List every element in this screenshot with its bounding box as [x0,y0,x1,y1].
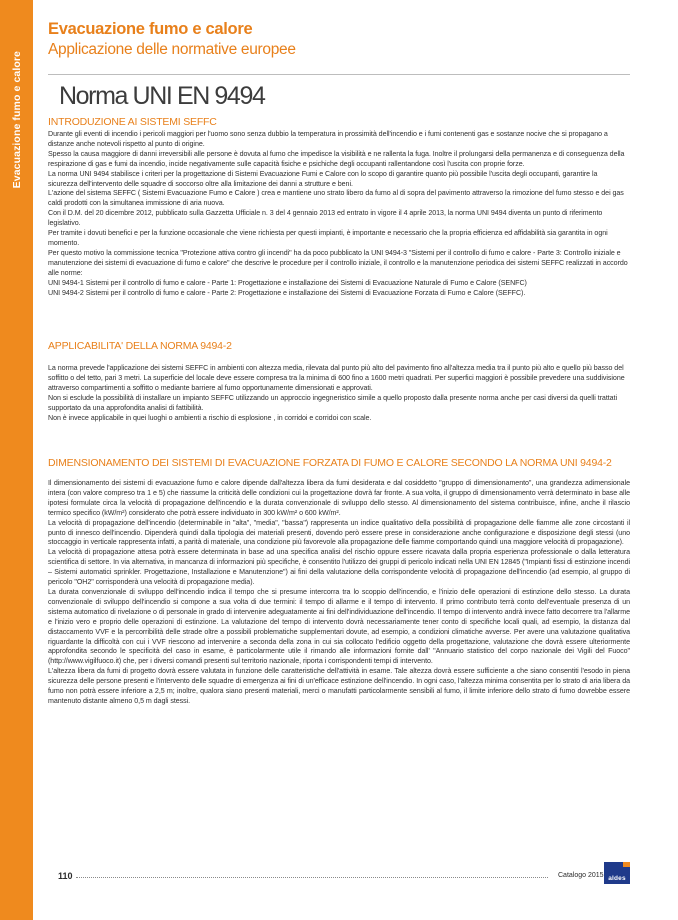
paragraph: La velocità di propagazione dell'incendio (determinabile in "alta", "media", "bassa") rappresenta un indice qualitativo della possibilità di propagazione delle fiamme alle zone circostanti il punto di innesco dell'incendio. Dipenderà quindi dalla tipologia dei materiali presenti, dovendo però essere prese in considerazione anche configurazione e disposizione degli stessi (uno stoccaggio in verticale rappresenta infatti, a parità di materiale, una condizione più favorevole alla propagazione delle fiamme comportando quindi una maggiore velocità di propagazione). [48,518,630,547]
paragraph: La velocità di propagazione attesa potrà essere determinata in base ad una specifica analisi del rischio oppure essere ricavata dalla propria esperienza professionale o dalla letteratura scientifica di settore. In via alternativa, in mancanza di informazioni più specifiche, è consentito l'utilizzo dei gruppi di pericolo indicati nella UNI EN 12845 ("Impianti fissi di estinzione incendi – Sistemi automatici sprinkler. Progettazione, Installazione e Manutenzione") ai fini della valutazione della corrispondente velocità di propagazione dell'incendio (ad esempio, al gruppo di pericolo "OH2" corrisponderà una velocità di propagazione media). [48,548,630,587]
footer-dotted-leader [76,877,548,878]
side-tab-label-wrap [0,0,33,240]
page-number: 110 [58,871,73,881]
section-heading-sizing: DIMENSIONAMENTO DEI SISTEMI DI EVACUAZIONE FORZATA DI FUMO E CALORE SECONDO LA NORMA UNI 9494-2 [48,457,612,469]
header-divider [48,74,630,75]
side-tab [0,0,33,920]
norma-title: Norma UNI EN 9494 [59,82,265,110]
header-title: Evacuazione fumo e calore [48,20,253,38]
section-body-intro [48,130,628,298]
catalog-label: Catalogo 2015 [558,872,604,879]
paragraph: Non si esclude la possibilità di installare un impianto SEFFC utilizzando un approccio ingegneristico simile a quello proposto dalla presente norma anche per casi diversi da quelli trattati supportato da una approfondita analisi di fattibilità. [48,393,618,412]
paragraph: Spesso la causa maggiore di danni irreversibili alle persone è dovuta al fumo che impedisce la visibilità e ne rallenta la fuga. Inoltre il prolungarsi della permanenza e di conseguenza della respirazione di gas e fumi da incendio, incide negativamente sulle capacità fisiche e psichiche degli occupanti rallentandone così l'uscita con proprie forze. [48,149,625,168]
paragraph: La norma prevede l'applicazione dei sistemi SEFFC in ambienti con altezza media, rilevata dal punto più alto del pavimento fino all'altezza media tra il punto più alto e quello più basso del soffitto o del tetto, pari 3 metri. La superficie del locale deve essere compresa tra la minima di 600 fino a 1600 metri quadrati. Per superfici maggiori è possibile prevedere una suddivisione attraverso compartimenti a soffitto o mediante barriere al fumo opportunamente dimensionati e approvati. [48,364,625,392]
header-subtitle: Applicazione delle normative europee [48,41,296,58]
paragraph: Per questo motivo la commissione tecnica "Protezione attiva contro gli incendi" ha da poco pubblicato la UNI 9494-3 "Sistemi per il controllo di fumo e calore - Parte 3: Controllo iniziale e manutenzione dei sistemi di evacuazione di fumo e calore" che descrive le procedure per il controllo iniziale, il controllo e la manutenzione periodica dei sistemi SEFFC realizzati in accordo alle norme: [48,248,628,277]
paragraph: UNI 9494-1 Sistemi per il controllo di fumo e calore - Parte 1: Progettazione e installazione dei Sistemi di Evacuazione Naturale di Fumo e Calore (SENFC) [48,278,527,287]
section-body-applicability [48,364,628,423]
section-heading-intro: INTRODUZIONE AI SISTEMI SEFFC [48,116,217,128]
logo-accent [623,862,630,867]
section-heading-applicability: APPLICABILITA' DELLA NORMA 9494-2 [48,340,232,352]
paragraph: L'altezza libera da fumi di progetto dovrà essere valutata in funzione delle caratteristiche dell'attività in esame. Tale altezza dovrà essere sufficiente a che siano consentiti l'esodo in piena sicurezza delle persone presenti e l'intervento delle squadre di emergenza ai fini di un'efficace estinzione dell'incendio. In ogni caso, l'altezza minima consentita per lo strato di aria libera da fumo non potrà essere inferiore a 2,5 m; inoltre, qualora siano presenti materiali, merci o manufatti particolarmente sensibili al fumo, il limite inferiore dello strato di fumo dovrebbe essere mantenuto distante almeno 0,5 m dagli stessi. [48,667,630,705]
paragraph: Per tramite i dovuti benefici e per la funzione occasionale che viene richiesta per questi impianti, è importante e necessario che la propria efficienza ed affidabilità sia garantita in ogni momento. [48,229,608,247]
paragraph: UNI 9494-2 Sistemi per il controllo di fumo e calore - Parte 2: Progettazione e installazione dei Sistemi di Evacuazione Forzata di Fumo e Calore (SEFFC). [48,288,526,297]
paragraph: Il dimensionamento dei sistemi di evacuazione fumo e calore dipende dall'altezza libera da fumi desiderata e dal cosiddetto "gruppo di dimensionamento", una grandezza adimensionale intera (con valore compreso tra 1 e 5) che riassume la criticità delle condizioni cui la progettazione dovrà far fronte. A sua volta, il gruppo di dimensionamento verrà determinato in base alle ipotesi formulate circa la velocità di propagazione dell'incendio e la durata convenzionale di sviluppo dello stesso. Al dimensionamento del sistema contribuisce, infine, anche il rilascio termico specifico (kW/m²) considerato che potrà essere individuato in 300 kW/m² o 600 kW/m². [48,479,630,517]
side-tab-label: Evacuazione fumo e calore [10,51,23,189]
paragraph: Non è invece applicabile in quei luoghi o ambienti a rischio di esplosione , in corridoi e corridoi con scale. [48,413,372,422]
paragraph: La durata convenzionale di sviluppo dell'incendio indica il tempo che si presume intercorra tra lo scoppio dell'incendio, e l'inizio delle operazioni di estinzione dello stesso. La durata convenzionale di sviluppo dell'incendio si compone a sua volta di due termini: il tempo di allarme e il tempo di intervento. Il primo contributo terrà conto dell'eventuale presenza di un sistema automatico di rivelazione o di personale in grado di intervenire adeguatamente ai fini dell'individuazione dell'incendio. Il tempo di intervento andrà invece fatto decorrere tra l'allarme e l'inizio vero e proprio delle operazioni di estinzione. La valutazione del tempo di intervento dovrà necessariamente tener conto di specifiche locali quali, ad esempio, la distanza dal distaccamento VVF e la percorribilità delle strade oltre a possibili problematiche supplementari dovute, ad esempio, a condizioni climatiche avverse. Per avere una valutazione qualitativa riguardante la difficoltà con cui i VVF riescono ad intervenire a seconda della zona in cui sia collocato l'edificio oggetto della progettazione, valutazione che dovrà essere ulteriormente approfondita secondo le specificità del caso in esame, è particolarmente utile il rimando alle informazioni fornite dall' "Annuario statistico del corpo nazionale dei Vigili del Fuoco" (http://www.vigilfuoco.it) che, per i diversi comandi presenti sul territorio nazionale, riporta i corrispondenti tempi di intervento. [48,587,630,666]
paragraph: Con il D.M. del 20 dicembre 2012, pubblicato sulla Gazzetta Ufficiale n. 3 del 4 gennaio 2013 ed entrato in vigore il 4 aprile 2013, la norma UNI 9494 diventa un punto di riferimento legislativo. [48,209,603,228]
paragraph: Durante gli eventi di incendio i pericoli maggiori per l'uomo sono senza dubbio la temperatura in prossimità dell'incendio e i fumi contenenti gas e sostanze nocive che si propagano a distanze anche notevoli rispetto al punto di origine. [48,130,608,148]
paragraph: La norma UNI 9494 stabilisce i criteri per la progettazione di Sistemi Evacuazione Fumi e Calore con lo scopo di garantire quanto più possibile l'uscita degli occupanti, garantire la sicurezza dell'intervento delle squadre di soccorso oltre alla limitazione dei danni a strutture e beni. [48,169,598,188]
paragraph: L'azione del sistema SEFFC ( Sistemi Evacuazione Fumo e Calore ) crea e mantiene uno strato libero da fumo al di sopra del pavimento attraverso la rimozione del fumo stesso e dei gas caldi prodotti con la simultanea immissione di aria nuova. [48,189,624,208]
section-body-sizing [48,479,630,707]
logo-text: aldes [608,875,626,882]
